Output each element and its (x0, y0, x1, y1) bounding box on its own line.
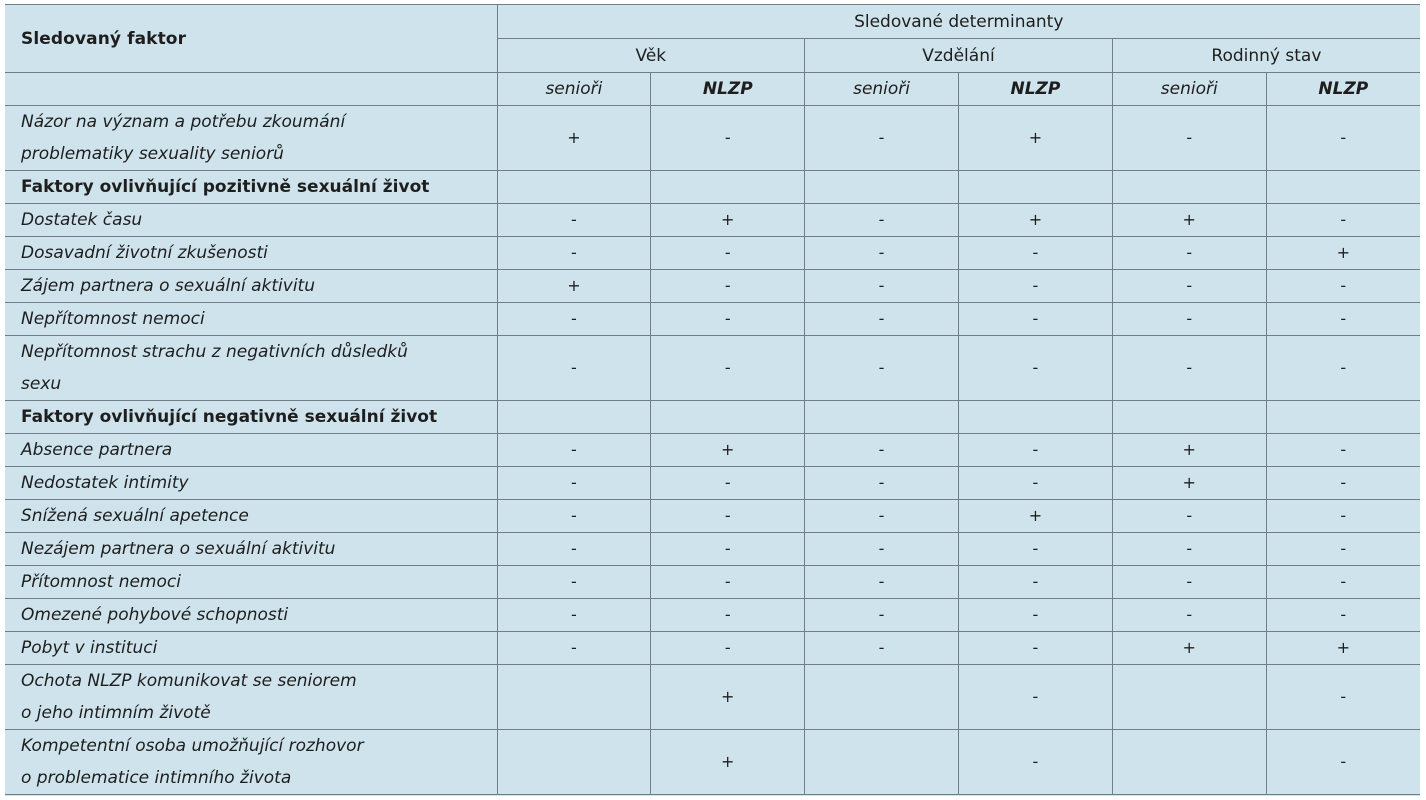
value-cell: - (958, 566, 1112, 599)
table-row (5, 270, 1420, 303)
value-cell: - (958, 632, 1112, 665)
value-cell: - (1266, 204, 1420, 237)
table-row (5, 566, 1420, 599)
factor-label (5, 204, 497, 237)
value-cell: - (1112, 106, 1266, 171)
value-cell: - (1266, 599, 1420, 632)
value-cell: - (1266, 500, 1420, 533)
group-header-vzdelani: Vzdělání (805, 39, 1113, 73)
table-row (5, 665, 1420, 730)
factor-label-line: o problematice intimního života (21, 768, 292, 788)
table-row (5, 204, 1420, 237)
factor-label-line: Nezájem partnera o sexuální aktivitu (21, 539, 336, 559)
value-cell: - (497, 599, 651, 632)
value-cell: - (1266, 336, 1420, 401)
value-cell (497, 401, 651, 434)
factor-header-spacer (5, 73, 497, 106)
value-cell: + (958, 500, 1112, 533)
factor-label-line: Nepřítomnost strachu z negativních důsledků (21, 342, 408, 362)
value-cell: - (958, 336, 1112, 401)
value-cell: - (805, 434, 959, 467)
value-cell: - (805, 566, 959, 599)
subheader-nlzp: NLZP (1266, 73, 1420, 106)
value-cell (958, 401, 1112, 434)
factor-label-line: Faktory ovlivňující negativně sexuální život (21, 407, 438, 427)
table-body (5, 106, 1420, 795)
value-cell: - (651, 106, 805, 171)
value-cell: - (958, 533, 1112, 566)
value-cell (1112, 730, 1266, 795)
value-cell: - (1112, 303, 1266, 336)
value-cell: - (1266, 467, 1420, 500)
factor-label-line: sexu (21, 374, 62, 394)
value-cell: + (1112, 204, 1266, 237)
subheader-seniori: senioři (805, 73, 959, 106)
value-cell: - (1266, 270, 1420, 303)
value-cell: - (805, 237, 959, 270)
value-cell: - (497, 500, 651, 533)
value-cell: - (805, 204, 959, 237)
value-cell: + (1112, 632, 1266, 665)
value-cell (651, 171, 805, 204)
value-cell: - (1112, 500, 1266, 533)
value-cell (1112, 401, 1266, 434)
value-cell (1112, 665, 1266, 730)
value-cell: - (1266, 303, 1420, 336)
value-cell: - (497, 533, 651, 566)
value-cell: + (1112, 434, 1266, 467)
factor-label-line: Názor na význam a potřebu zkoumání (21, 112, 346, 132)
value-cell: - (651, 500, 805, 533)
table-row (5, 632, 1420, 665)
factor-label (5, 533, 497, 566)
factor-label-line: Nedostatek intimity (21, 473, 189, 493)
value-cell: - (497, 566, 651, 599)
value-cell: + (651, 434, 805, 467)
determinants-header: Sledované determinanty (497, 5, 1420, 39)
table-row (5, 730, 1420, 795)
value-cell (805, 401, 959, 434)
section-row (5, 401, 1420, 434)
subheader-seniori: senioři (497, 73, 651, 106)
factor-label (5, 106, 497, 171)
factor-label (5, 237, 497, 270)
value-cell: - (805, 467, 959, 500)
factor-label (5, 665, 497, 730)
value-cell (805, 730, 959, 795)
value-cell: - (805, 303, 959, 336)
table-row (5, 106, 1420, 171)
value-cell: - (497, 632, 651, 665)
factor-label (5, 434, 497, 467)
table-header (5, 5, 1420, 106)
table-row (5, 599, 1420, 632)
table-row (5, 434, 1420, 467)
value-cell: + (1266, 237, 1420, 270)
factor-label-line: Absence partnera (21, 440, 173, 460)
value-cell: - (497, 237, 651, 270)
factor-label (5, 336, 497, 401)
subheader-nlzp: NLZP (651, 73, 805, 106)
value-cell: - (805, 270, 959, 303)
value-cell (1266, 171, 1420, 204)
value-cell: - (497, 467, 651, 500)
value-cell: - (651, 303, 805, 336)
value-cell: - (805, 106, 959, 171)
table-row (5, 303, 1420, 336)
factor-label-line: Dosavadní životní zkušenosti (21, 243, 268, 263)
value-cell: + (497, 270, 651, 303)
factor-label (5, 632, 497, 665)
factor-label-line: Zájem partnera o sexuální aktivitu (21, 276, 315, 296)
value-cell: - (958, 467, 1112, 500)
value-cell (497, 171, 651, 204)
value-cell: - (651, 533, 805, 566)
determinants-table (5, 4, 1420, 795)
value-cell: - (1112, 270, 1266, 303)
factor-label-line: Omezené pohybové schopnosti (21, 605, 289, 625)
value-cell: - (805, 533, 959, 566)
table-panel (5, 4, 1420, 796)
value-cell: - (958, 237, 1112, 270)
table-row (5, 500, 1420, 533)
value-cell (1112, 171, 1266, 204)
value-cell (497, 665, 651, 730)
factor-label (5, 303, 497, 336)
factor-label (5, 270, 497, 303)
table-row (5, 336, 1420, 401)
factor-label-line: Kompetentní osoba umožňující rozhovor (21, 736, 364, 756)
factor-label-line: Ochota NLZP komunikovat se seniorem (21, 671, 357, 691)
value-cell: - (651, 237, 805, 270)
factor-label (5, 467, 497, 500)
value-cell: + (958, 106, 1112, 171)
value-cell: - (651, 599, 805, 632)
value-cell (651, 401, 805, 434)
factor-label (5, 500, 497, 533)
value-cell (805, 171, 959, 204)
factor-label (5, 599, 497, 632)
value-cell: - (958, 730, 1112, 795)
value-cell: - (651, 566, 805, 599)
value-cell: - (958, 434, 1112, 467)
value-cell: - (958, 270, 1112, 303)
value-cell: - (1266, 106, 1420, 171)
group-header-rodinny-stav: Rodinný stav (1112, 39, 1420, 73)
value-cell (958, 171, 1112, 204)
value-cell: - (805, 336, 959, 401)
section-label (5, 171, 497, 204)
value-cell: - (805, 500, 959, 533)
value-cell: - (805, 632, 959, 665)
value-cell: + (958, 204, 1112, 237)
table-row (5, 467, 1420, 500)
factor-column-header: Sledovaný faktor (5, 5, 497, 73)
value-cell: - (1112, 599, 1266, 632)
subheader-seniori: senioři (1112, 73, 1266, 106)
value-cell (497, 730, 651, 795)
value-cell: - (958, 599, 1112, 632)
value-cell: - (805, 599, 959, 632)
factor-label-line: o jeho intimním životě (21, 703, 211, 723)
value-cell: - (1266, 730, 1420, 795)
factor-label (5, 566, 497, 599)
value-cell: - (651, 632, 805, 665)
value-cell (1266, 401, 1420, 434)
factor-label-line: Faktory ovlivňující pozitivně sexuální život (21, 177, 430, 197)
value-cell: - (1112, 566, 1266, 599)
value-cell: - (1266, 434, 1420, 467)
value-cell: - (651, 467, 805, 500)
value-cell: - (497, 434, 651, 467)
factor-label-line: Snížená sexuální apetence (21, 506, 249, 526)
factor-label-line: Přítomnost nemoci (21, 572, 181, 592)
value-cell: - (651, 336, 805, 401)
subheader-nlzp: NLZP (958, 73, 1112, 106)
value-cell: + (497, 106, 651, 171)
value-cell: - (651, 270, 805, 303)
value-cell: - (1112, 336, 1266, 401)
value-cell: - (497, 336, 651, 401)
factor-label-line: Nepřítomnost nemoci (21, 309, 205, 329)
value-cell: + (651, 665, 805, 730)
section-row (5, 171, 1420, 204)
value-cell: - (1112, 237, 1266, 270)
value-cell: + (1112, 467, 1266, 500)
factor-label-line: Dostatek času (21, 210, 143, 230)
factor-label-line: Pobyt v instituci (21, 638, 158, 658)
value-cell: - (497, 303, 651, 336)
group-header-vek: Věk (497, 39, 805, 73)
table-row (5, 533, 1420, 566)
value-cell: - (497, 204, 651, 237)
value-cell: + (651, 730, 805, 795)
factor-label-line: problematiky sexuality seniorů (21, 144, 284, 164)
value-cell: - (958, 665, 1112, 730)
section-label (5, 401, 497, 434)
value-cell: + (651, 204, 805, 237)
value-cell: - (1266, 665, 1420, 730)
value-cell: + (1266, 632, 1420, 665)
value-cell: - (1112, 533, 1266, 566)
value-cell: - (1266, 533, 1420, 566)
value-cell (805, 665, 959, 730)
factor-label (5, 730, 497, 795)
table-row (5, 237, 1420, 270)
value-cell: - (1266, 566, 1420, 599)
value-cell: - (958, 303, 1112, 336)
